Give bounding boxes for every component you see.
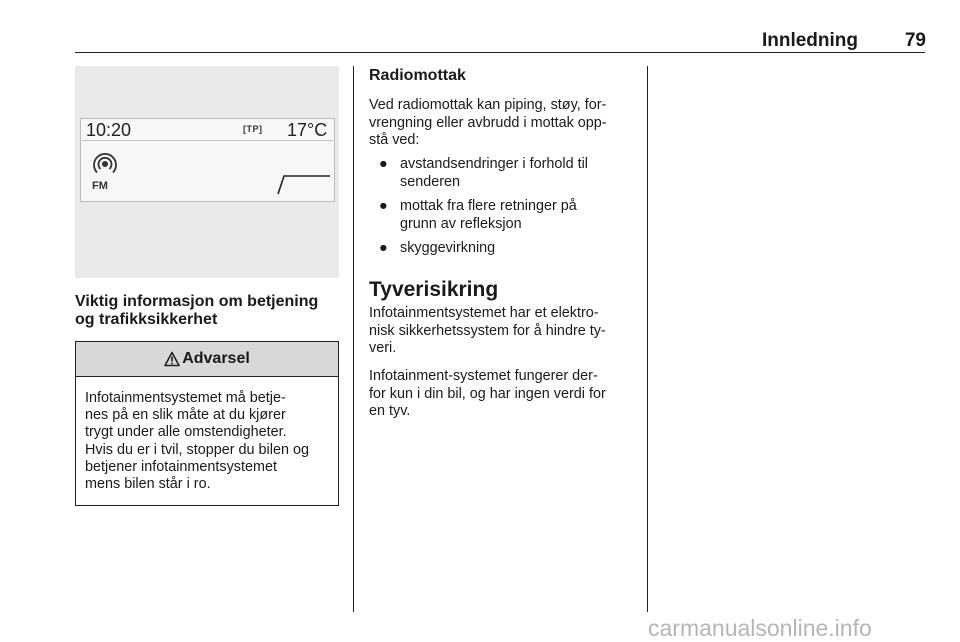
safety-heading-line: Viktig informasjon om betjening bbox=[75, 293, 319, 310]
warning-line: nes på en slik måte at du kjører bbox=[85, 407, 286, 424]
bullet-line: grunn av refleksjon bbox=[400, 215, 522, 232]
watermark: carmanualsonline.info bbox=[648, 615, 872, 641]
display-clock: 10:20 bbox=[86, 120, 132, 140]
theft-protection-heading: Tyverisikring bbox=[369, 278, 499, 301]
bullet-item bbox=[400, 240, 634, 258]
bullet-marker: ● bbox=[379, 156, 388, 172]
paragraph-line: for kun i din bil, og har ingen verdi for bbox=[369, 385, 606, 402]
warning-line: betjener infotainmentsystemet bbox=[85, 458, 277, 475]
warning-title: Advarsel bbox=[182, 350, 250, 367]
bullet-line: senderen bbox=[400, 173, 461, 190]
warning-line: Infotainmentsystemet må betje- bbox=[85, 390, 286, 406]
section-title: Innledning bbox=[761, 30, 858, 51]
column-divider-right bbox=[647, 66, 648, 612]
safety-heading-line: og trafikksikkerhet bbox=[75, 311, 218, 328]
bullet-line: avstandsendringer i forhold til bbox=[400, 156, 588, 172]
bullet-item bbox=[400, 156, 634, 191]
bullet-item bbox=[400, 198, 634, 233]
paragraph-line: en tyv. bbox=[369, 403, 411, 420]
signal-strength-line bbox=[276, 172, 332, 196]
paragraph-line: vrengning eller avbrudd i mottak opp- bbox=[369, 114, 607, 131]
bullet-line: skyggevirkning bbox=[400, 240, 496, 256]
warning-line: Hvis du er i tvil, stopper du bilen og bbox=[85, 441, 309, 458]
warning-line: mens bilen står i ro. bbox=[85, 476, 211, 493]
column-divider-left bbox=[353, 66, 354, 612]
header-rule bbox=[75, 52, 925, 53]
band-label: FM bbox=[92, 180, 108, 192]
theft-paragraph-1 bbox=[369, 305, 635, 358]
warning-triangle-icon bbox=[164, 351, 180, 367]
bullet-marker: ● bbox=[379, 240, 388, 256]
paragraph-line: veri. bbox=[369, 340, 397, 357]
radio-reception-heading: Radiomottak bbox=[369, 67, 466, 84]
bullet-line: mottak fra flere retninger på bbox=[400, 198, 577, 214]
safety-heading bbox=[75, 293, 340, 329]
paragraph-line: nisk sikkerhetssystem for å hindre ty- bbox=[369, 322, 606, 339]
page-number: 79 bbox=[904, 30, 926, 51]
tp-indicator: [TP] bbox=[243, 124, 263, 134]
warning-text bbox=[85, 390, 335, 493]
display-temperature: 17°C bbox=[287, 120, 328, 140]
paragraph-line: Ved radiomottak kan piping, støy, for- bbox=[369, 97, 607, 113]
theft-paragraph-2 bbox=[369, 368, 635, 421]
paragraph-line: Infotainmentsystemet har et elektro- bbox=[369, 305, 599, 321]
warning-header bbox=[76, 342, 338, 377]
paragraph-line: stå ved: bbox=[369, 132, 420, 149]
warning-line: trygt under alle omstendigheter. bbox=[85, 424, 287, 441]
paragraph-line: Infotainment-systemet fungerer der- bbox=[369, 368, 598, 384]
bullet-marker: ● bbox=[379, 198, 388, 214]
display-status-divider bbox=[82, 140, 333, 141]
radio-reception-paragraph bbox=[369, 97, 635, 150]
radio-signal-icon bbox=[90, 149, 120, 179]
